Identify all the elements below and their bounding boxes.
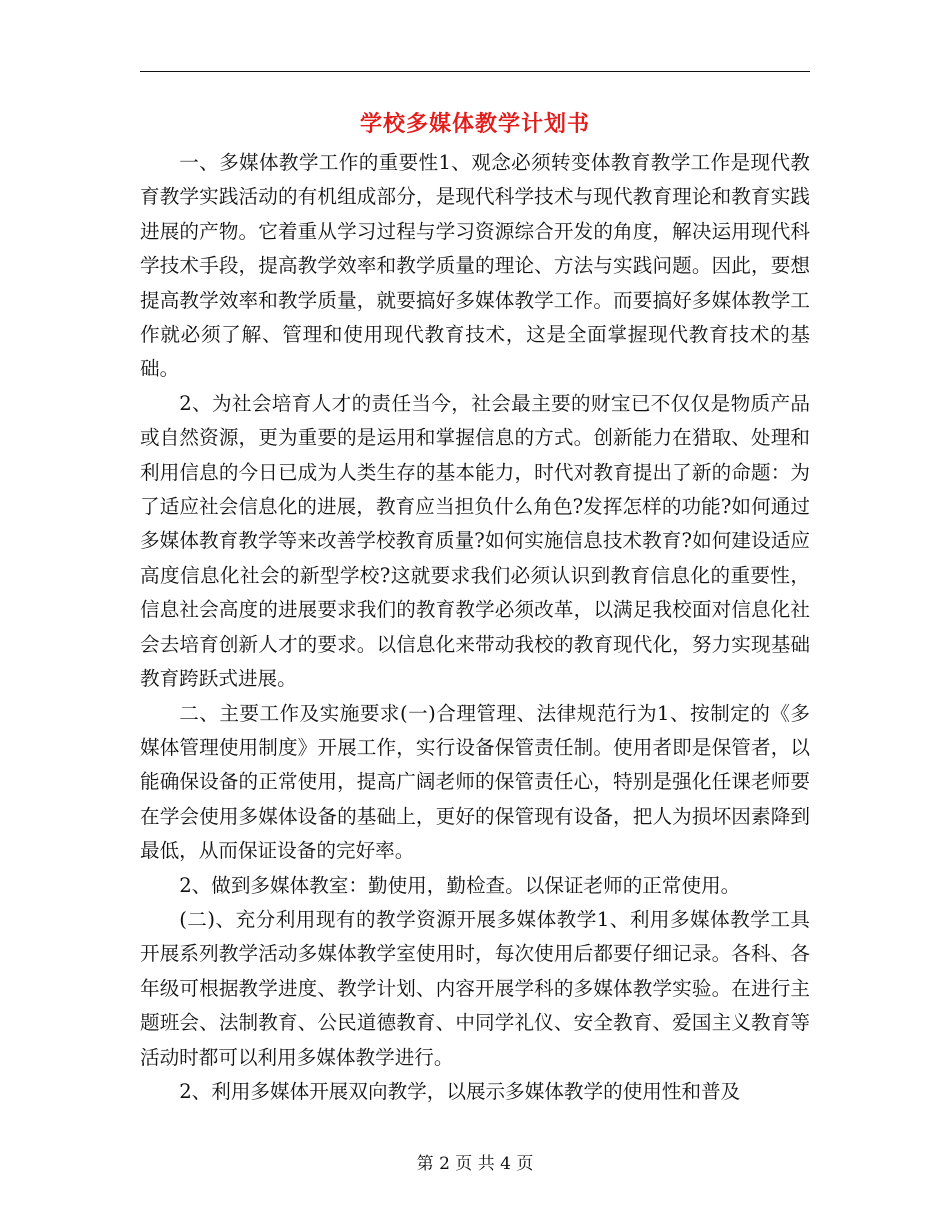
paragraph: (二)、充分利用现有的教学资源开展多媒体教学1、利用多媒体教学工具开展系列教学活动多媒体教学室使用时，每次使用后都要仔细记录。各科、各年级可根据教学进度、教学计划、内容开展学科的多媒体教学实验。在进行主题班会、法制教育、公民道德教育、中同学礼仪、安全教育、爱国主义教育等活动时都可以利用多媒体教学进行。	[140, 907, 810, 1069]
document-body	[140, 146, 810, 1109]
paragraph: 2、利用多媒体开展双向教学，以展示多媒体教学的使用性和普及	[179, 1079, 741, 1103]
header-rule	[140, 71, 810, 72]
paragraph: 2、做到多媒体教室：勤使用，勤检查。以保证老师的正常使用。	[179, 873, 741, 897]
paragraph: 2、为社会培育人才的责任当今，社会最主要的财宝已不仅仅是物质产品或自然资源，更为重要的是运用和掌握信息的方式。创新能力在猎取、处理和利用信息的今日已成为人类生存的基本能力，时代对教育提出了新的命题：为了适应社会信息化的进展，教育应当担负什么角色?发挥怎样的功能?如何通过多媒体教育教学等来改善学校教育质量?如何实施信息技术教育?如何建设适应高度信息化社会的新型学校?这就要求我们必须认识到教育信息化的重要性，信息社会高度的进展要求我们的教育教学必须改革，以满足我校面对信息化社会去培育创新人才的要求。以信息化来带动我校的教育现代化，努力实现基础教育跨跃式进展。	[140, 391, 810, 691]
page-footer	[0, 1152, 950, 1176]
paragraph: 一、多媒体教学工作的重要性1、观念必须转变体教育教学工作是现代教育教学实践活动的有机组成部分，是现代科学技术与现代教育理论和教育实践进展的产物。它着重从学习过程与学习资源综合开发的角度，解决运用现代科学技术手段，提高教学效率和教学质量的理论、方法与实践问题。因此，要想提高教学效率和教学质量，就要搞好多媒体教学工作。而要搞好多媒体教学工作就必须了解、管理和使用现代教育技术，这是全面掌握现代教育技术的基础。	[140, 151, 810, 381]
page-number: 第 2 页 共 4 页	[416, 1154, 534, 1174]
document-title: 学校多媒体教学计划书	[359, 111, 590, 137]
paragraph: 二、主要工作及实施要求(一)合理管理、法律规范行为1、按制定的《多媒体管理使用制度》开展工作，实行设备保管责任制。使用者即是保管者，以能确保设备的正常使用，提高广阔老师的保管责任心，特别是强化任课老师要在学会使用多媒体设备的基础上，更好的保管现有设备，把人为损坏因素降到最低，从而保证设备的完好率。	[140, 701, 810, 863]
